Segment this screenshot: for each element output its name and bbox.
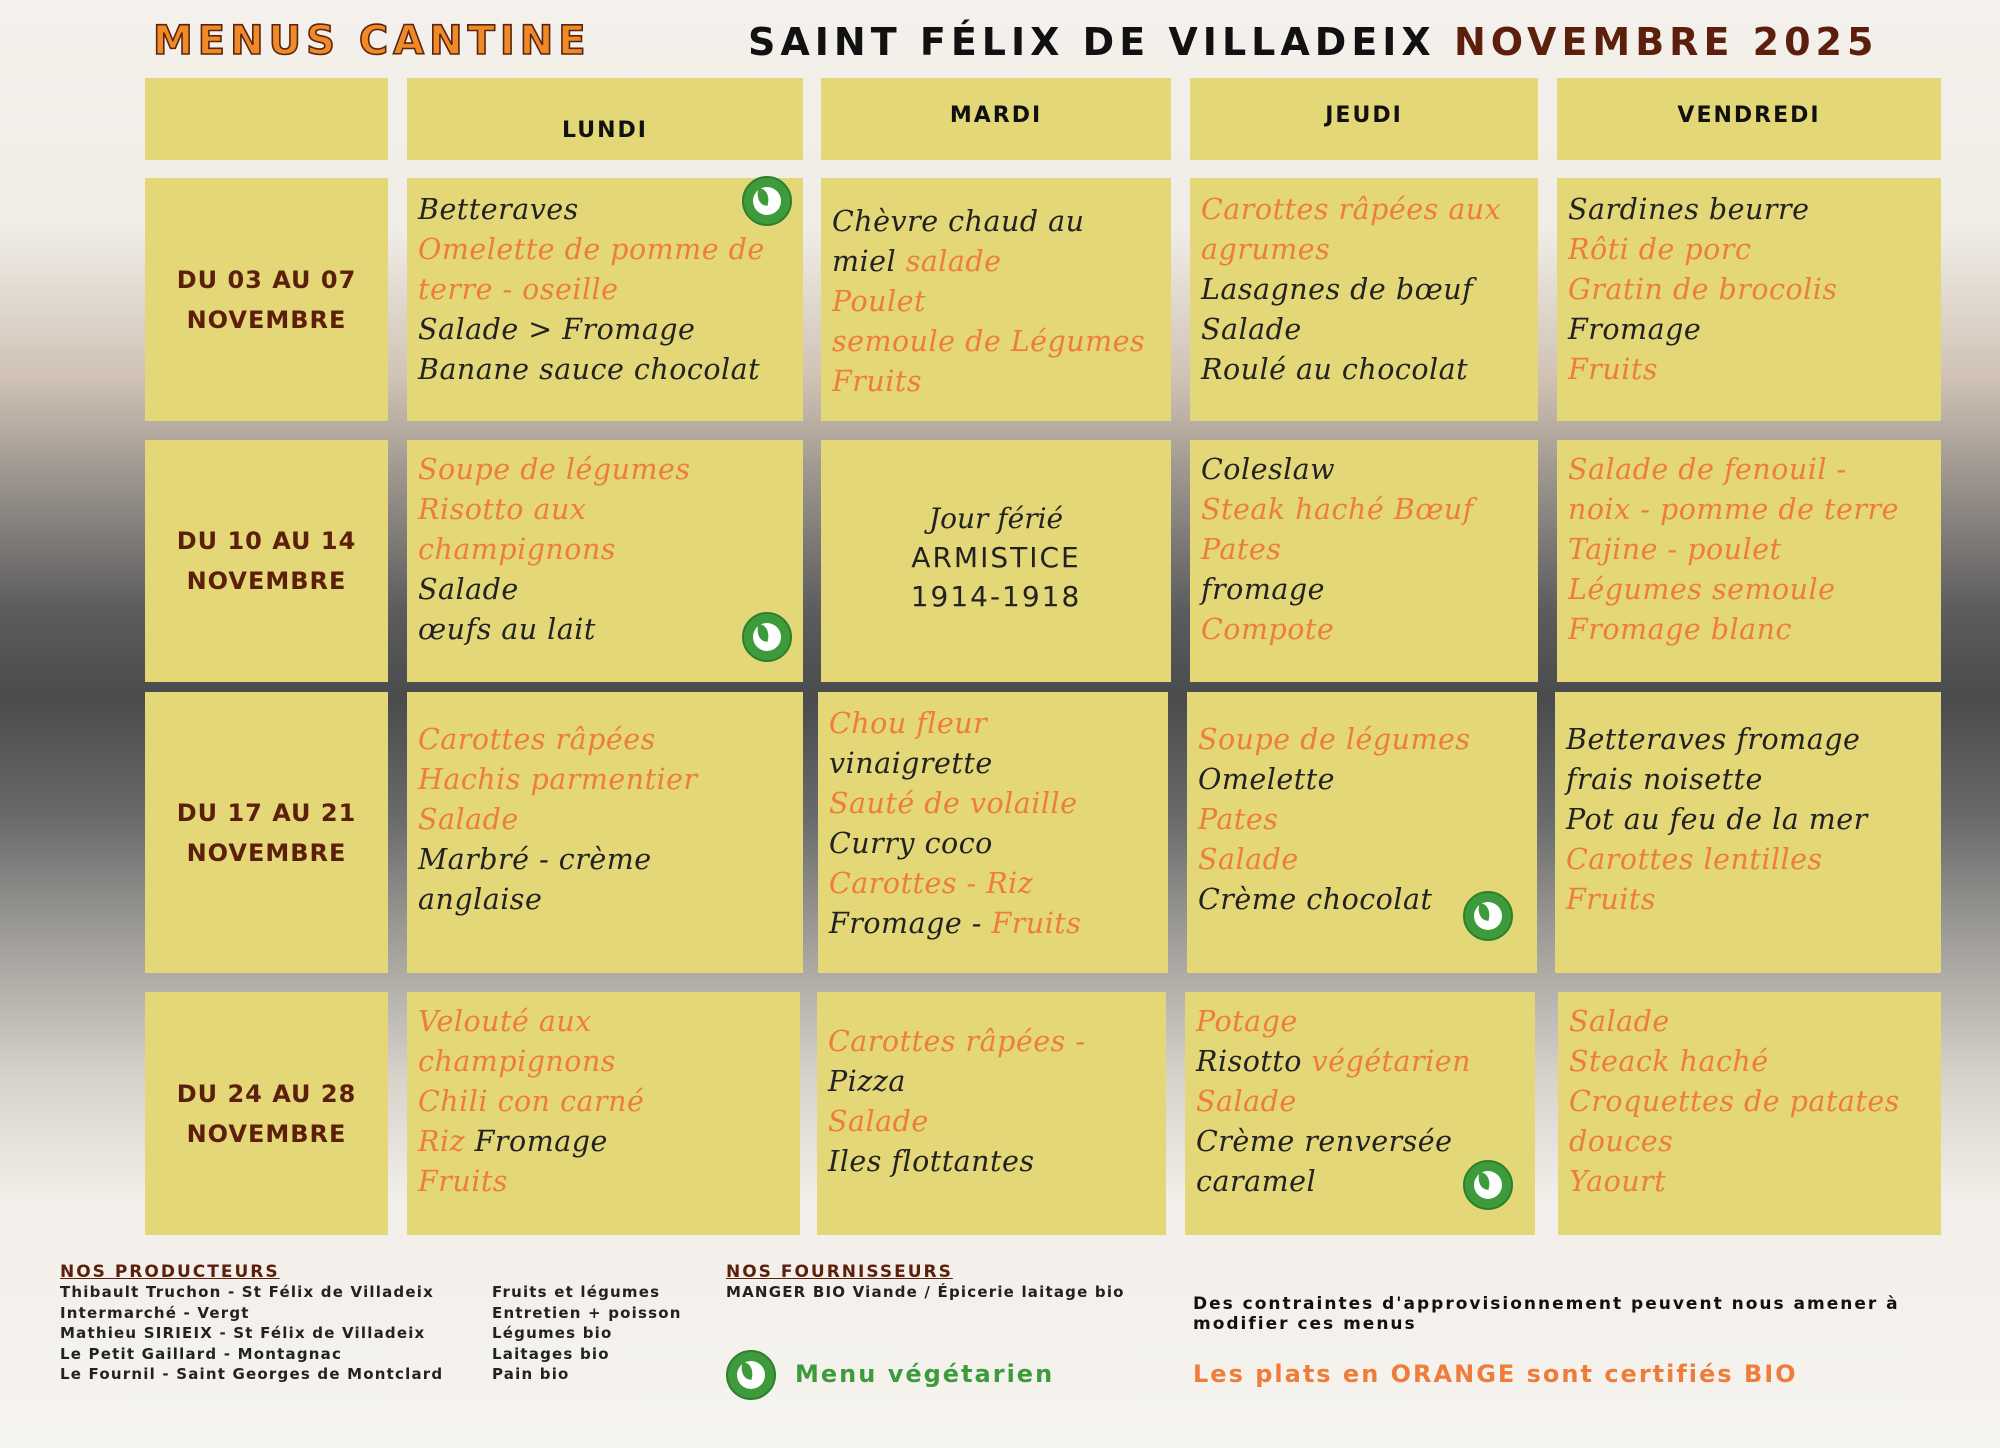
menu-line bbox=[418, 530, 803, 570]
week-label bbox=[145, 440, 388, 682]
dish: Omelette bbox=[1198, 763, 1336, 796]
supply-note-line1: Des contraintes d'approvisionnement peuvent nous amener à bbox=[1193, 1294, 1900, 1314]
menu-line bbox=[1566, 840, 1941, 880]
dish-bio: champignons bbox=[418, 533, 616, 566]
dish: Pot au feu de la mer bbox=[1566, 803, 1868, 836]
holiday-line: Jour férié bbox=[928, 501, 1064, 535]
dish: Crème chocolat bbox=[1198, 883, 1433, 916]
dish-bio: salade bbox=[905, 245, 1002, 278]
dish: Pizza bbox=[828, 1065, 906, 1098]
dish: vinaigrette bbox=[829, 747, 993, 780]
menu-line bbox=[1569, 1122, 1941, 1162]
menu-cell bbox=[1555, 692, 1941, 973]
dish-bio: Poulet bbox=[832, 285, 926, 318]
dish-bio: Yaourt bbox=[1569, 1165, 1667, 1198]
dish-bio: Compote bbox=[1201, 613, 1335, 646]
producer-product: Laitages bio bbox=[492, 1344, 610, 1363]
day-header-jeudi bbox=[1190, 78, 1538, 160]
week-label-line2: NOVEMBRE bbox=[186, 838, 347, 867]
dish-bio: Risotto aux bbox=[418, 493, 587, 526]
menu-line bbox=[1198, 800, 1537, 840]
menu-line bbox=[418, 800, 803, 840]
menu-line bbox=[418, 570, 803, 610]
menu-line bbox=[1566, 720, 1941, 760]
menu-line bbox=[829, 864, 1168, 904]
dish-bio: Fruits bbox=[1568, 353, 1658, 386]
dish-bio: Soupe de légumes bbox=[418, 453, 691, 486]
dish-bio: Velouté aux bbox=[418, 1005, 592, 1038]
dish-bio: végétarien bbox=[1311, 1045, 1471, 1078]
menu-line bbox=[829, 824, 1168, 864]
dish: Risotto bbox=[1196, 1045, 1312, 1078]
dish-bio: Légumes semoule bbox=[1568, 573, 1836, 606]
menu-line bbox=[1568, 350, 1941, 390]
dish-bio: Chili con carné bbox=[418, 1085, 645, 1118]
supplier-line: MANGER BIO Viande / Épicerie laitage bio bbox=[726, 1283, 1125, 1301]
menu-cell bbox=[1557, 178, 1941, 421]
menu-line bbox=[1196, 1042, 1535, 1082]
dish: Fromage - bbox=[829, 907, 992, 940]
day-label: MARDI bbox=[949, 102, 1043, 128]
dish-bio: champignons bbox=[418, 1045, 616, 1078]
menu-cell bbox=[1190, 440, 1538, 682]
dish-bio: Carottes râpées aux bbox=[1201, 193, 1502, 226]
menu-line bbox=[1201, 530, 1538, 570]
day-label: LUNDI bbox=[562, 117, 648, 143]
dish-bio: Gratin de brocolis bbox=[1568, 273, 1838, 306]
dish-bio: Fromage blanc bbox=[1568, 613, 1792, 646]
week-label bbox=[145, 992, 388, 1235]
producer-name: Intermarché - Vergt bbox=[60, 1303, 250, 1322]
dish: Iles flottantes bbox=[828, 1145, 1035, 1178]
menu-line bbox=[1201, 610, 1538, 650]
menu-line bbox=[1566, 800, 1941, 840]
week-label-line2: NOVEMBRE bbox=[186, 567, 347, 595]
producer-name: Thibault Truchon - St Félix de Villadeix bbox=[60, 1283, 434, 1301]
dish: frais noisette bbox=[1566, 763, 1763, 796]
menu-line bbox=[832, 362, 1171, 402]
menu-line bbox=[1201, 310, 1538, 350]
producer-name: Mathieu SIRIEIX - St Félix de Villadeix bbox=[60, 1324, 426, 1343]
menu-line bbox=[1196, 1122, 1535, 1162]
dish: Banane sauce chocolat bbox=[418, 353, 761, 386]
menu-line bbox=[1201, 570, 1538, 610]
dish-bio: Salade de fenouil - bbox=[1568, 453, 1847, 486]
dish-bio: Pates bbox=[1201, 533, 1282, 566]
menu-line bbox=[1569, 1162, 1941, 1202]
suppliers-title: NOS FOURNISSEURS bbox=[726, 1262, 953, 1282]
menu-line bbox=[1198, 840, 1537, 880]
producer-product: Entretien + poisson bbox=[492, 1303, 682, 1322]
dish: Salade bbox=[418, 573, 519, 606]
title-location: SAINT FÉLIX DE VILLADEIX bbox=[748, 20, 1436, 64]
menu-line bbox=[1568, 190, 1941, 230]
dish-bio: Steak haché Bœuf bbox=[1201, 493, 1474, 526]
menu-line bbox=[1568, 450, 1941, 490]
menu-line bbox=[1201, 490, 1538, 530]
menu-line bbox=[1569, 1042, 1941, 1082]
producer-product: Fruits et légumes bbox=[492, 1283, 661, 1301]
vegetarian-icon bbox=[1463, 1160, 1513, 1210]
dish: Betteraves fromage bbox=[1566, 723, 1861, 756]
dish: Marbré - crème bbox=[418, 843, 652, 876]
producer-name: Le Petit Gaillard - Montagnac bbox=[60, 1344, 343, 1363]
day-header-vendredi bbox=[1557, 78, 1941, 160]
week-label-line1: DU 24 AU 28 bbox=[176, 1079, 357, 1108]
day-label: VENDREDI bbox=[1677, 102, 1821, 128]
dish: Curry coco bbox=[829, 827, 993, 860]
dish-bio: semoule de Légumes bbox=[832, 325, 1146, 358]
dish-bio: Salade bbox=[828, 1105, 929, 1138]
dish-bio: Fruits bbox=[991, 907, 1082, 940]
menu-line bbox=[1201, 230, 1538, 270]
dish-bio: Fruits bbox=[832, 365, 922, 398]
producer-product: Légumes bio bbox=[492, 1324, 613, 1343]
producers-title: NOS PRODUCTEURS bbox=[60, 1262, 280, 1282]
menu-line bbox=[418, 1162, 800, 1202]
menu-line bbox=[1568, 490, 1941, 530]
dish: fromage bbox=[1201, 573, 1325, 606]
menu-line bbox=[1201, 350, 1538, 390]
menu-cell bbox=[1557, 440, 1941, 682]
dish-bio: Carottes râpées bbox=[418, 723, 656, 756]
vegetarian-legend: Menu végétarien bbox=[795, 1360, 1055, 1388]
dish: œufs au lait bbox=[418, 613, 596, 646]
dish-bio: Salade bbox=[1569, 1005, 1670, 1038]
dish-bio: Omelette de pomme de bbox=[418, 233, 765, 266]
menu-line bbox=[418, 450, 803, 490]
dish-bio: Tajine - poulet bbox=[1568, 533, 1782, 566]
producer-product: Pain bio bbox=[492, 1365, 570, 1384]
dish: Fromage bbox=[474, 1125, 608, 1158]
menu-cell bbox=[407, 692, 803, 973]
menu-cell bbox=[1558, 992, 1941, 1235]
dish-bio: Salade bbox=[418, 803, 519, 836]
dish-bio: Fruits bbox=[418, 1165, 508, 1198]
week-label-line2: NOVEMBRE bbox=[186, 1119, 347, 1148]
producer-name: Le Fournil - Saint Georges de Montclard bbox=[60, 1365, 444, 1384]
dish-bio: Carottes lentilles bbox=[1566, 843, 1823, 876]
vegetarian-icon bbox=[742, 612, 792, 662]
title-location-month bbox=[748, 20, 1878, 64]
day-header-mardi bbox=[821, 78, 1171, 160]
dish-bio: noix - pomme de terre bbox=[1568, 493, 1899, 526]
menu-line bbox=[1568, 530, 1941, 570]
menu-line bbox=[1201, 450, 1538, 490]
week-label bbox=[145, 692, 388, 973]
dish: Sardines beurre bbox=[1568, 193, 1810, 226]
menu-line bbox=[832, 202, 1171, 242]
menu-line bbox=[1568, 310, 1941, 350]
menu-cell bbox=[821, 178, 1171, 421]
vegetarian-icon bbox=[1463, 891, 1513, 941]
menu-line bbox=[1568, 570, 1941, 610]
producers-products bbox=[492, 1282, 682, 1385]
menu-line bbox=[418, 720, 803, 760]
menu-line bbox=[828, 1142, 1166, 1182]
menu-line bbox=[829, 744, 1168, 784]
dish: caramel bbox=[1196, 1165, 1317, 1198]
menu-cell bbox=[407, 992, 800, 1235]
menu-line bbox=[829, 904, 1168, 944]
dish-bio: Salade bbox=[1198, 843, 1299, 876]
dish: miel bbox=[832, 245, 906, 278]
vegetarian-icon bbox=[726, 1350, 776, 1400]
menu-line bbox=[418, 840, 803, 880]
menu-line bbox=[828, 1062, 1166, 1102]
dish: Chèvre chaud au bbox=[832, 205, 1085, 238]
menu-line bbox=[418, 1122, 800, 1162]
dish-bio: Croquettes de patates bbox=[1569, 1085, 1900, 1118]
title-menus-cantine: MENUS CANTINE bbox=[153, 18, 591, 64]
dish-bio: Sauté de volaille bbox=[829, 787, 1078, 820]
menu-line bbox=[829, 784, 1168, 824]
holiday-line: 1914-1918 bbox=[910, 579, 1082, 613]
menu-line bbox=[828, 1102, 1166, 1142]
menu-line bbox=[418, 490, 803, 530]
producers-list bbox=[60, 1282, 443, 1385]
menu-line bbox=[829, 704, 1168, 744]
menu-line bbox=[832, 282, 1171, 322]
dish-bio: Fruits bbox=[1566, 883, 1656, 916]
menu-line bbox=[418, 270, 803, 310]
menu-line bbox=[1198, 720, 1537, 760]
corner-cell bbox=[145, 78, 388, 160]
dish: Salade > Fromage bbox=[418, 313, 696, 346]
menu-line bbox=[418, 880, 803, 920]
dish: Crème renversée bbox=[1196, 1125, 1453, 1158]
dish-bio: Carottes - Riz bbox=[829, 867, 1034, 900]
holiday-line: ARMISTICE bbox=[911, 540, 1081, 574]
menu-line bbox=[418, 310, 803, 350]
menu-line bbox=[828, 1022, 1166, 1062]
menu-line bbox=[1196, 1082, 1535, 1122]
dish: Lasagnes de bœuf bbox=[1201, 273, 1474, 306]
week-label-line1: DU 10 AU 14 bbox=[176, 527, 357, 555]
menu-line bbox=[1568, 610, 1941, 650]
menu-line bbox=[1201, 270, 1538, 310]
menu-line bbox=[832, 322, 1171, 362]
dish-bio: Steack haché bbox=[1569, 1045, 1769, 1078]
dish-bio: Chou fleur bbox=[829, 707, 988, 740]
dish-bio: Potage bbox=[1196, 1005, 1298, 1038]
day-header-lundi bbox=[407, 78, 803, 160]
holiday-cell bbox=[821, 440, 1171, 682]
supply-note bbox=[1193, 1294, 1900, 1334]
dish-bio: Riz bbox=[418, 1125, 475, 1158]
menu-line bbox=[1568, 270, 1941, 310]
menu-cell bbox=[818, 692, 1168, 973]
menu-cell bbox=[1190, 178, 1538, 421]
dish-bio: Carottes râpées - bbox=[828, 1025, 1086, 1058]
dish-bio: Pates bbox=[1198, 803, 1279, 836]
dish: Betteraves bbox=[418, 193, 579, 226]
menu-line bbox=[1568, 230, 1941, 270]
menu-line bbox=[832, 242, 1171, 282]
dish: Salade bbox=[1201, 313, 1302, 346]
title-month: NOVEMBRE 2025 bbox=[1453, 20, 1879, 64]
dish: anglaise bbox=[418, 883, 543, 916]
dish-bio: Soupe de légumes bbox=[1198, 723, 1471, 756]
menu-line bbox=[1198, 760, 1537, 800]
menu-line bbox=[418, 1002, 800, 1042]
menu-line bbox=[418, 1042, 800, 1082]
bio-note: Les plats en ORANGE sont certifiés BIO bbox=[1193, 1360, 1798, 1388]
week-label-line1: DU 03 AU 07 bbox=[176, 265, 357, 294]
menu-line bbox=[418, 1082, 800, 1122]
menu-line bbox=[418, 760, 803, 800]
dish-bio: agrumes bbox=[1201, 233, 1331, 266]
dish-bio: douces bbox=[1569, 1125, 1674, 1158]
dish: Fromage bbox=[1568, 313, 1702, 346]
week-label-line2: NOVEMBRE bbox=[186, 305, 347, 334]
menu-line bbox=[1196, 1002, 1535, 1042]
menu-line bbox=[1569, 1082, 1941, 1122]
dish-bio: terre - oseille bbox=[418, 273, 619, 306]
menu-cell bbox=[407, 178, 803, 421]
dish-bio: Hachis parmentier bbox=[418, 763, 698, 796]
menu-line bbox=[1566, 760, 1941, 800]
vegetarian-icon bbox=[742, 176, 792, 226]
dish: Coleslaw bbox=[1201, 453, 1336, 486]
dish-bio: Salade bbox=[1196, 1085, 1297, 1118]
menu-line bbox=[1569, 1002, 1941, 1042]
menu-line bbox=[1201, 190, 1538, 230]
week-label-line1: DU 17 AU 21 bbox=[176, 798, 357, 827]
menu-line bbox=[1566, 880, 1941, 920]
dish: Roulé au chocolat bbox=[1201, 353, 1469, 386]
menu-line bbox=[418, 350, 803, 390]
day-label: JEUDI bbox=[1325, 102, 1403, 128]
week-label bbox=[145, 178, 388, 421]
menu-cell bbox=[817, 992, 1166, 1235]
supply-note-line2: modifier ces menus bbox=[1193, 1314, 1417, 1334]
menu-line bbox=[418, 230, 803, 270]
dish-bio: Rôti de porc bbox=[1568, 233, 1752, 266]
